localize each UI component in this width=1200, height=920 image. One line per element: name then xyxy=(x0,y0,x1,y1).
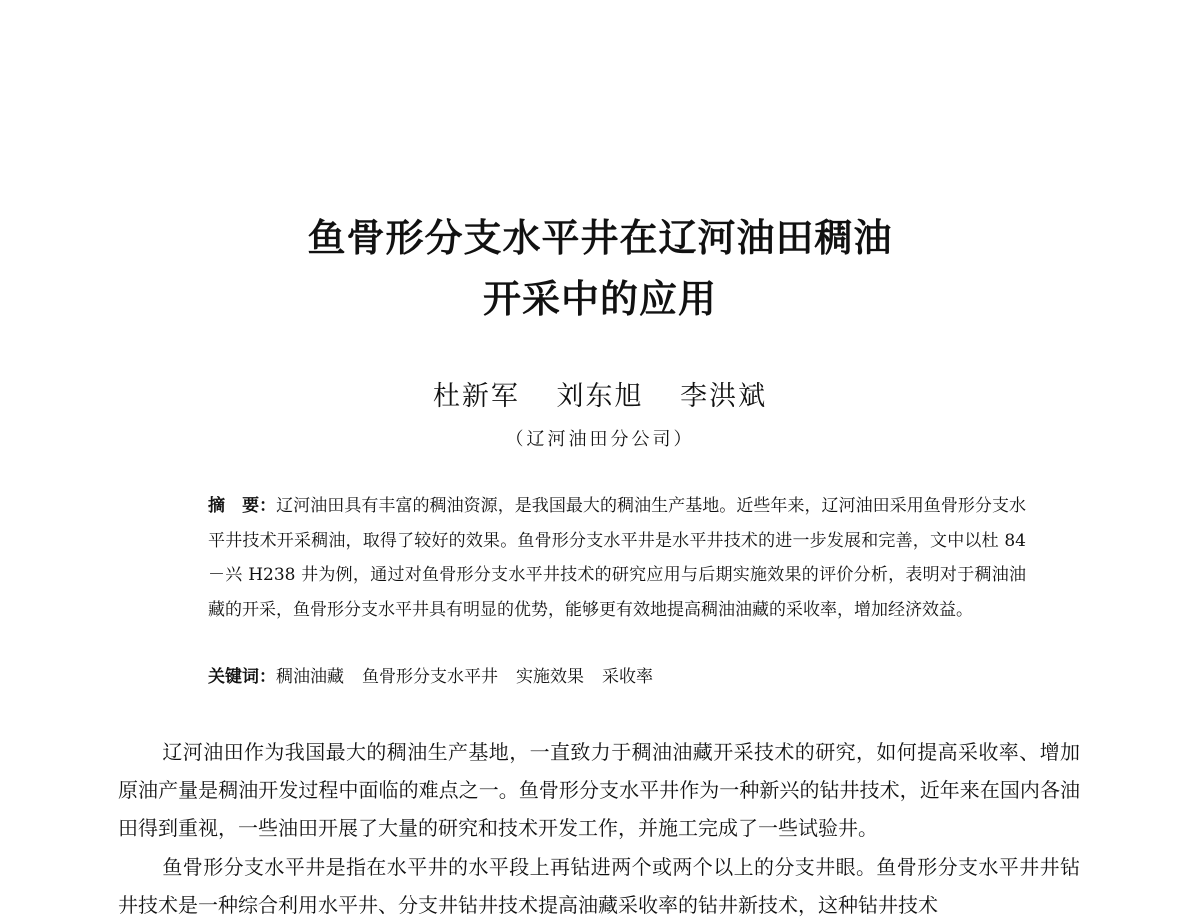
paper-title-line-2: 开采中的应用 xyxy=(482,277,717,321)
author-2: 刘东旭 xyxy=(556,381,644,412)
paper-title-line-1: 鱼骨形分支水平井在辽河油田稠油 xyxy=(307,216,893,260)
abstract-label: 摘 要： xyxy=(208,496,277,516)
keyword-1: 稠油油藏 xyxy=(276,667,344,687)
abstract-paragraph xyxy=(168,489,1026,627)
keyword-2: 鱼骨形分支水平井 xyxy=(362,667,498,687)
body-paragraph-1-text: 辽河油田作为我国最大的稠油生产基地，一直致力于稠油油藏开采技术的研究，如何提高采收率、增加原油产量是稠油开发过程中面临的难点之一。鱼骨形分支水平井作为一种新兴的钻井技术，近年来在国内各油田得到重视，一些油田开展了大量的研究和技术开发工作，并施工完成了一些试验井。 xyxy=(118,740,1080,840)
body-paragraph-1 xyxy=(118,733,1080,847)
keyword-3: 实施效果 xyxy=(516,667,584,687)
author-3: 李洪斌 xyxy=(680,381,768,412)
author-1: 杜新军 xyxy=(432,381,520,412)
affiliation: （辽河油田分公司） xyxy=(505,429,695,450)
keywords xyxy=(208,662,671,687)
abstract xyxy=(168,489,1026,627)
body-paragraph-2 xyxy=(118,848,1080,920)
body-paragraph-2-text: 鱼骨形分支水平井是指在水平井的水平段上再钻进两个或两个以上的分支井眼。鱼骨形分支水平井井钻井技术是一种综合利用水平井、分支井钻井技术提高油藏采收率的钻井新技术，这种钻井技术 xyxy=(118,855,1080,917)
abstract-text: 辽河油田具有丰富的稠油资源，是我国最大的稠油生产基地。近些年来，辽河油田采用鱼骨形分支水平井技术开采稠油，取得了较好的效果。鱼骨形分支水平井是水平井技术的进一步发展和完善，文中以杜 84－兴 H238 井为例，通过对鱼骨形分支水平井技术的研究应用与后期实施效果的评价分析，表明对于稠油油藏的开采，鱼骨形分支水平井具有明显的优势，能够更有效地提高稠油油藏的采收率，增加经济效益。 xyxy=(208,496,1026,620)
author-list xyxy=(0,374,1200,413)
keywords-label: 关键词： xyxy=(208,667,276,687)
keyword-4: 采收率 xyxy=(602,667,653,687)
